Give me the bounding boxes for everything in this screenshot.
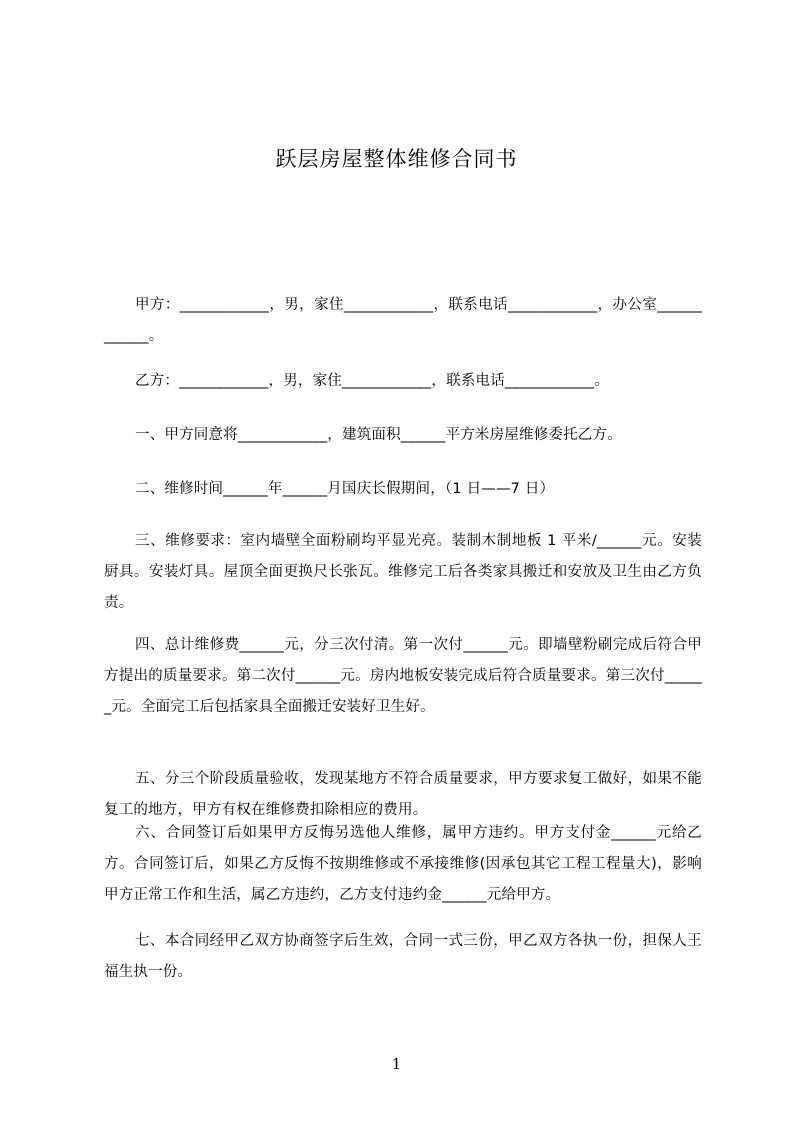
- clause-3: 三、维修要求：室内墙壁全面粉刷均平显光亮。装制木制地板 1 平米/______元。安装厨具。安装灯具。屋顶全面更换尺长张瓦。维修完工后各类家具搬迁和安放及卫生由乙方负责。: [104, 533, 702, 611]
- party-a-paragraph: 甲方：____________，男，家住____________，联系电话____________，办公室____________。: [104, 297, 702, 344]
- document-title: 跃层房屋整体维修合同书: [275, 147, 518, 171]
- clause-5: 五、分三个阶段质量验收，发现某地方不符合质量要求，甲方要求复工做好，如果不能复工的地方，甲方有权在维修费扣除相应的费用。: [104, 771, 702, 818]
- clause-2: 二、维修时间______年______月国庆长假期间，（1 日——7 日）: [135, 481, 555, 497]
- party-b-paragraph: 乙方：____________，男，家住____________，联系电话____________。: [135, 373, 609, 389]
- clause-7: 七、本合同经甲乙双方协商签字后生效，合同一式三份，甲乙双方各执一份，担保人王福生执一份。: [104, 933, 702, 980]
- clause-1: 一、甲方同意将____________，建筑面积______平方米房屋维修委托乙方。: [135, 427, 622, 443]
- clause-4: 四、总计维修费______元，分三次付清。第一次付______元。即墙壁粉刷完成后符合甲方提出的质量要求。第二次付______元。房内地板安装完成后符合质量要求。第三次付______元。全面完工后包括家具全面搬迁安装好卫生好。: [104, 637, 702, 715]
- page-number: 1: [391, 1055, 402, 1073]
- clause-6: 六、合同签订后如果甲方反悔另选他人维修，属甲方违约。甲方支付金______元给乙方。合同签订后，如果乙方反悔不按期维修或不承接维修(因承包其它工程工程量大)，影响甲方正常工作和生活，属乙方违约，乙方支付违约金______元给甲方。: [104, 825, 702, 903]
